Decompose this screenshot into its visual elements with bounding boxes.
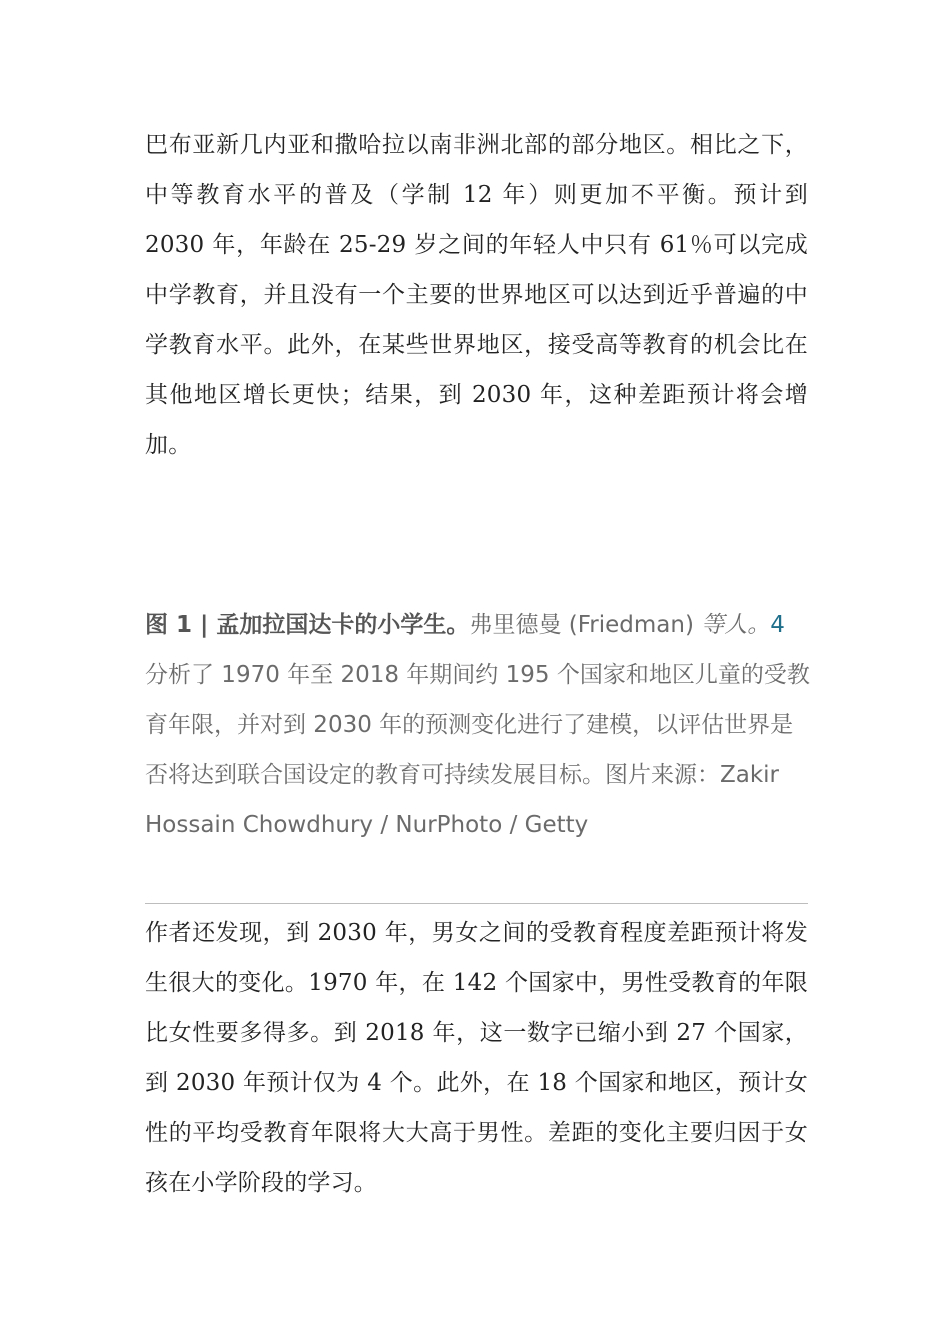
body-paragraph-bottom: 作者还发现，到 2030 年，男女之间的受教育程度差距预计将发生很大的变化。1970 年，在 142 个国家中，男性受教育的年限比女性要多得多。到 2018 年，这一数字已缩小到 27 个国家，到 2030 年预计仅为 4 个。此外，在 18 个国家和地区，预计女性的平均受教育年限将大大高于男性。差距的变化主要归因于女孩在小学阶段的学习。 bbox=[145, 920, 808, 1196]
figure-caption-author: 弗里德曼 (Friedman) bbox=[469, 612, 702, 638]
figure-caption bbox=[145, 600, 815, 856]
figure-caption-etal: 等人。 bbox=[701, 612, 771, 638]
figure-caption-description: 分析了 1970 年至 2018 年期间约 195 个国家和地区儿童的受教育年限，并对到 2030 年的预测变化进行了建模，以评估世界是否将达到联合国设定的教育可持续发展目标。图片来源：Zakir Hossain Chowdhury / NurPhoto / Getty bbox=[145, 662, 810, 838]
reference-link[interactable]: 4 bbox=[770, 612, 785, 638]
figure-caption-title: 图 1 | 孟加拉国达卡的小学生。 bbox=[145, 612, 470, 638]
caption-divider bbox=[145, 903, 808, 904]
body-paragraph-top: 巴布亚新几内亚和撒哈拉以南非洲北部的部分地区。相比之下，中等教育水平的普及（学制 12 年）则更加不平衡。预计到 2030 年，年龄在 25-29 岁之间的年轻人中只有 61％可以完成中学教育，并且没有一个主要的世界地区可以达到近乎普遍的中学教育水平。此外，在某些世界地区，接受高等教育的机会比在其他地区增长更快；结果，到 2030 年，这种差距预计将会增加。 bbox=[145, 132, 808, 458]
